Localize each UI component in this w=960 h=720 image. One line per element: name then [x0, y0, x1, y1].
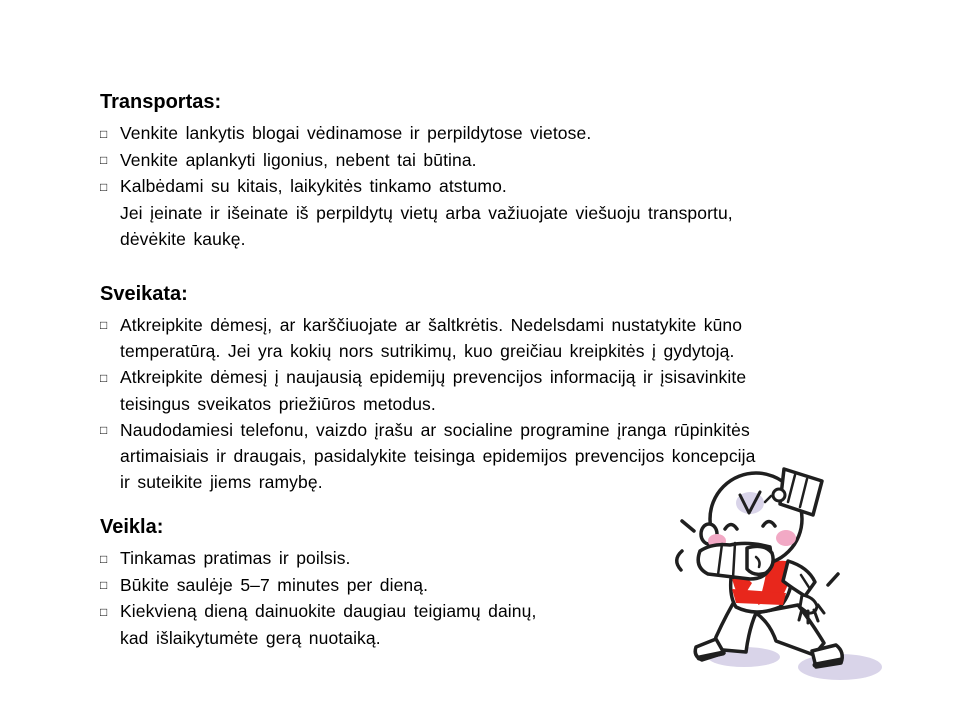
square-bullet: □: [100, 370, 108, 385]
bullet-item-text: Atkreipkite dėmesį, ar karščiuojate ar šaltkrėtis. Nedelsdami nustatykite kūno: [120, 314, 743, 335]
continuation-line: temperatūrą. Jei yra kokių nors sutrikimų, kuo greičiau kreipkitės į gydytoją.: [120, 341, 735, 361]
square-bullet: □: [100, 153, 108, 167]
continuation-line: artimaisiais ir draugais, pasidalykite teisinga epidemijos prevencijos koncepcija: [120, 446, 756, 466]
bullet-item-text: Tinkamas pratimas ir poilsis.: [120, 548, 351, 568]
square-bullet: □: [100, 423, 108, 437]
square-bullet: □: [100, 604, 108, 619]
child-coughing-cartoon-illustration: [652, 455, 917, 715]
section-title-veikla: Veikla:: [100, 516, 164, 538]
bullet-item-text: Atkreipkite dėmesį į naujausią epidemijų prevencijos informaciją ir įsisavinkite: [120, 367, 747, 387]
finger: [814, 610, 818, 621]
continuation-line: kad išlaikytumėte gerą nuotaiką.: [120, 627, 381, 648]
bullet-item-line: [100, 312, 900, 339]
continuation-line: Jei įeinate ir išeinate iš perpildytų vietų arba važiuojate viešuoju transportu,: [120, 202, 733, 223]
square-bullet: □: [100, 179, 108, 194]
bullet-item-line: [100, 173, 900, 200]
bullet-item-text: Kalbėdami su kitais, laikykitės tinkamo atstumo.: [120, 176, 507, 196]
continuation-line: dėvėkite kaukę.: [120, 228, 246, 249]
bullet-item-line: [100, 147, 900, 174]
right-cheek: [776, 530, 796, 546]
section-transportas: [100, 90, 900, 252]
bullet-item-line: [100, 417, 900, 444]
bullet-item-text: Venkite aplankyti ligonius, nebent tai būtina.: [120, 149, 477, 170]
bullet-item-text: Būkite saulėje 5–7 minutes per dieną.: [120, 574, 429, 595]
hair-knot: [773, 489, 785, 501]
continuation-line: ir suteikite jiems ramybę.: [120, 472, 323, 492]
bullet-item-line: [100, 120, 900, 147]
bullet-item-text: Naudodamiesi telefonu, vaizdo įrašu ar socialine programine įranga rūpinkitės: [120, 419, 750, 440]
motion-dash: [682, 521, 694, 531]
bullet-item-text: Venkite lankytis blogai vėdinamose ir perpildytose vietose.: [120, 123, 592, 143]
square-bullet: □: [100, 318, 108, 332]
square-bullet: □: [100, 578, 108, 592]
section-title-transportas: Transportas:: [100, 91, 222, 113]
square-bullet: □: [100, 551, 108, 566]
bullet-item-text: Kiekvieną dieną dainuokite daugiau teigiamų dainų,: [120, 601, 537, 621]
motion-dash: [828, 574, 838, 585]
bullet-item-line: [100, 364, 900, 391]
square-bullet: □: [100, 126, 108, 141]
section-title-sveikata: Sveikata:: [100, 282, 188, 305]
motion-arc: [677, 551, 682, 570]
continuation-line: teisingus sveikatos priežiūros metodus.: [120, 393, 436, 414]
finger: [818, 605, 824, 613]
